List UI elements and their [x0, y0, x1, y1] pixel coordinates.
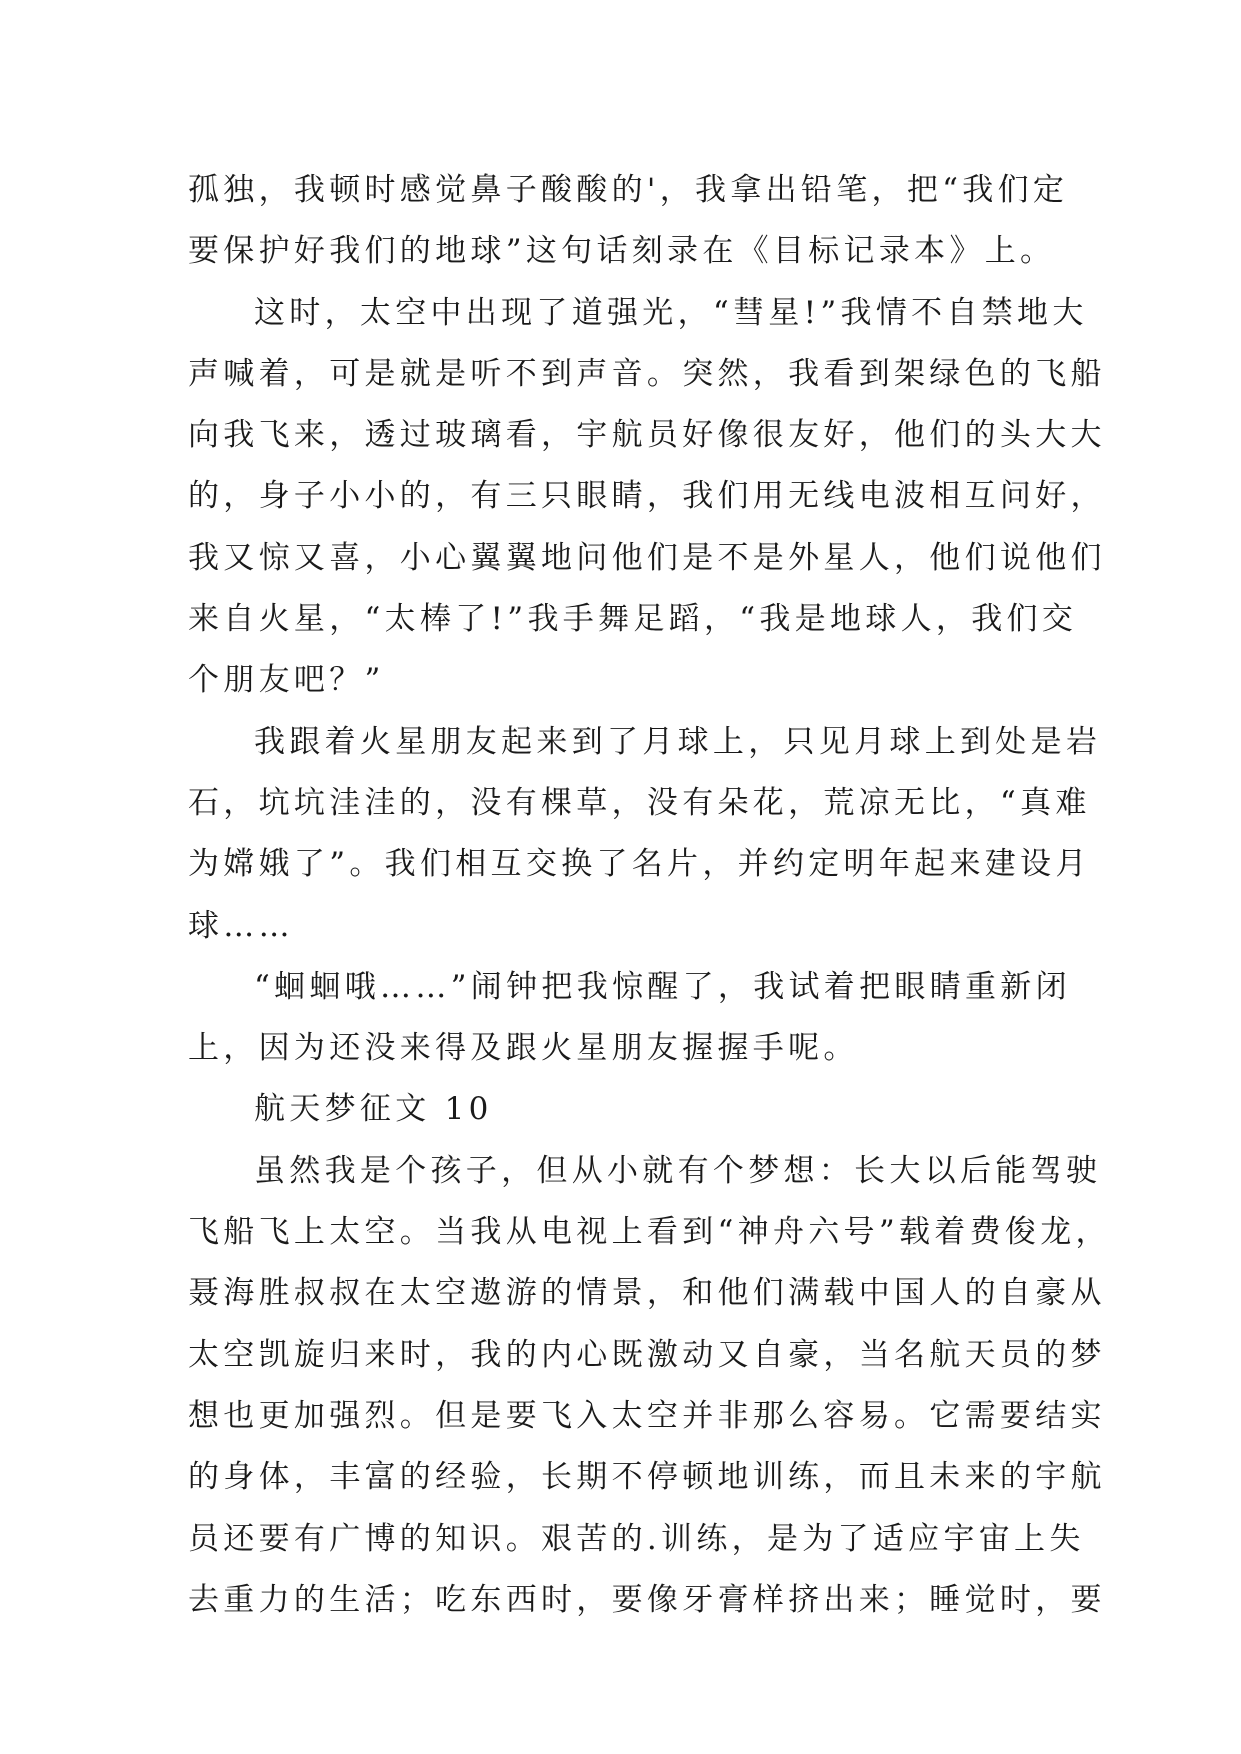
section-heading: 航天梦征文 10	[254, 1091, 493, 1128]
text-line: 虽然我是个孩子，但从小就有个梦想：长大以后能驾驶	[254, 1152, 1102, 1189]
text-line: 这时，太空中出现了道强光，“彗星!”我情不自禁地大	[254, 294, 1088, 331]
text-line: 声喊着，可是就是听不到声音。突然，我看到架绿色的飞船	[188, 355, 1106, 392]
text-line: 球……	[188, 907, 294, 944]
text-line: 的身体，丰富的经验，长期不停顿地训练，而且未来的宇航	[188, 1459, 1106, 1496]
text-line: 想也更加强烈。但是要飞入太空并非那么容易。它需要结实	[188, 1397, 1106, 1434]
body-text	[188, 160, 1111, 1631]
text-line: 要保护好我们的地球”这句话刻录在《目标记录本》上。	[188, 233, 1056, 270]
text-line: 去重力的生活；吃东西时，要像牙膏样挤出来；睡觉时，要	[188, 1581, 1106, 1618]
text-line: 我跟着火星朋友起来到了月球上，只见月球上到处是岩	[254, 723, 1102, 760]
text-line: 员还要有广博的知识。艰苦的.训练，是为了适应宇宙上失	[188, 1520, 1085, 1557]
text-line: 飞船飞上太空。当我从电视上看到“神舟六号”载着费俊龙，	[188, 1214, 1111, 1251]
text-line: 的，身子小小的，有三只眼睛，我们用无线电波相互问好，	[188, 478, 1106, 515]
text-line: 石，坑坑洼洼的，没有棵草，没有朵花，荒凉无比，“真难	[188, 784, 1091, 821]
text-line: 我又惊又喜，小心翼翼地问他们是不是外星人，他们说他们	[188, 539, 1106, 576]
text-line: 为嫦娥了”。我们相互交换了名片，并约定明年起来建设月	[188, 846, 1091, 883]
text-line: 个朋友吧？”	[188, 662, 385, 699]
text-line: 太空凯旋归来时，我的内心既激动又自豪，当名航天员的梦	[188, 1336, 1106, 1373]
text-line: 上，因为还没来得及跟火星朋友握握手呢。	[188, 1030, 859, 1067]
text-line: 孤独，我顿时感觉鼻子酸酸的'，我拿出铅笔，把“我们定	[188, 172, 1069, 208]
text-line: 聂海胜叔叔在太空遨游的情景，和他们满载中国人的自豪从	[188, 1275, 1106, 1312]
text-line: 向我飞来，透过玻璃看，宇航员好像很友好，他们的头大大	[188, 417, 1106, 454]
text-line: 来自火星，“太棒了!”我手舞足蹈，“我是地球人，我们交	[188, 601, 1078, 638]
text-line: “蛔蛔哦……”闹钟把我惊醒了，我试着把眼睛重新闭	[254, 968, 1071, 1005]
